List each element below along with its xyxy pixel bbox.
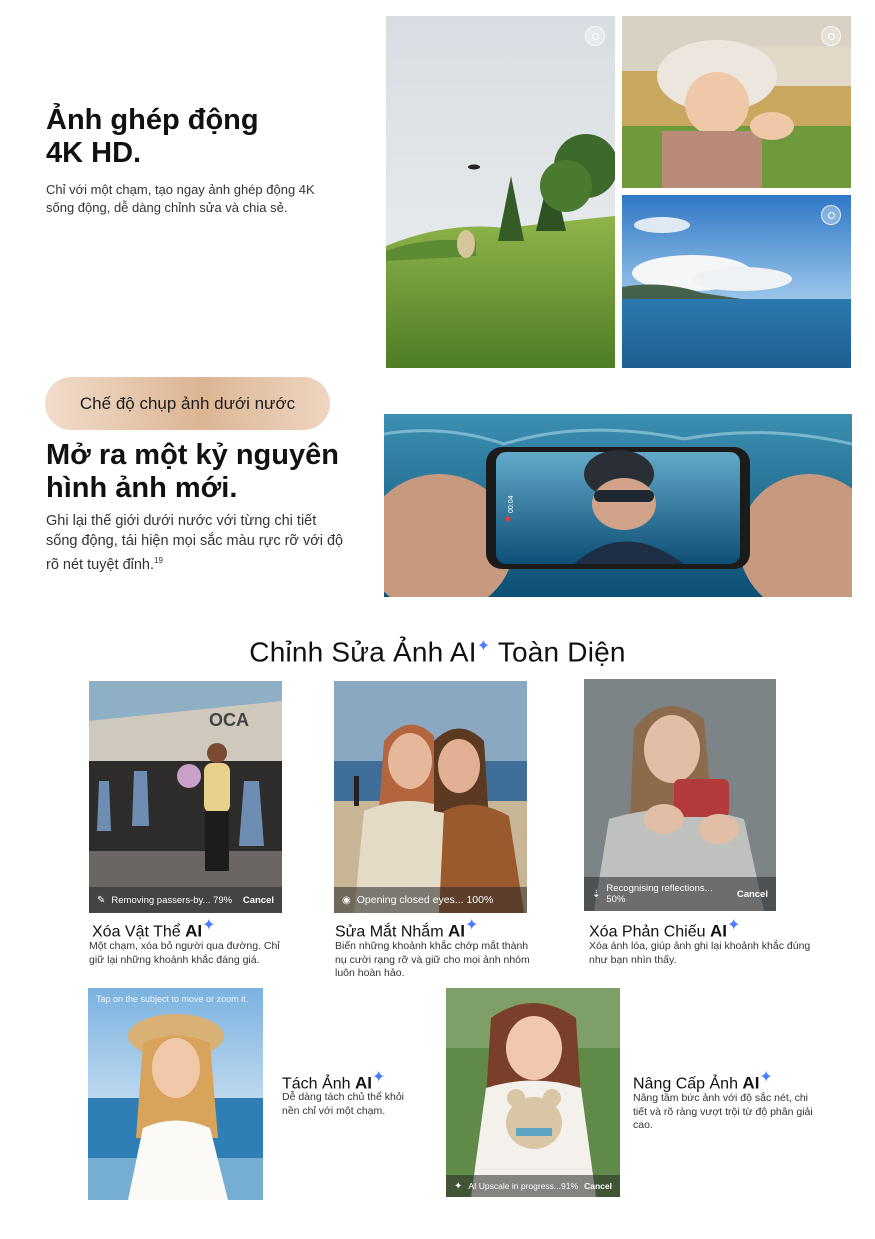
scan-icon: ⇣ [592, 888, 601, 900]
feature-title-reflection: Xóa Phản Chiếu AI✦ [589, 917, 741, 941]
live-photo-description: Chỉ với một chạm, tạo ngay ảnh ghép động 4K sống động, dễ dàng chỉnh sửa và chia sẻ. [46, 182, 315, 215]
live-photo-icon[interactable] [585, 26, 605, 46]
live-photo-icon[interactable] [821, 205, 841, 225]
underwater-phone-photo [384, 414, 852, 597]
ai-sparkle-icon: ✦ [464, 917, 479, 934]
baby-hat-photo [622, 16, 851, 188]
ai-section-title: Chỉnh Sửa Ảnh AI✦ Toàn Diện [249, 636, 626, 668]
underwater-mode-pill: Chế độ chụp ảnh dưới nước [45, 377, 330, 430]
progress-overlay [584, 877, 776, 911]
progress-text: AI Upscale in progress...91% [468, 1181, 578, 1191]
progress-text: Opening closed eyes... 100% [356, 894, 494, 906]
closed-eyes-photo [334, 681, 527, 913]
subject-cutout-photo [88, 988, 263, 1200]
feature-desc-reflection: Xóa ánh lóa, giúp ảnh ghi lại khoảnh khắc đúng như bạn nhìn thấy. [589, 940, 811, 966]
progress-text: Removing passers-by... 79% [111, 894, 233, 906]
eye-icon: ◉ [342, 894, 351, 906]
recording-timer: 00:04 [508, 495, 515, 513]
progress-overlay [446, 1175, 620, 1197]
ai-sparkle-icon: ✦ [371, 1069, 386, 1086]
cancel-button[interactable]: Cancel [736, 888, 768, 900]
reflection-removal-photo [584, 679, 776, 911]
feature-title-upscale: Nâng Cấp Ảnh AI✦ [633, 1069, 773, 1093]
cancel-button[interactable]: Cancel [584, 1181, 612, 1191]
feature-title-object-eraser: Xóa Vật Thể AI✦ [92, 917, 216, 941]
feature-desc-object-eraser: Một chạm, xóa bỏ người qua đường. Chỉ giữ lại những khoảnh khắc đáng giá. [89, 940, 280, 966]
underwater-title: Mở ra một kỷ nguyên hình ảnh mới. [46, 439, 339, 504]
progress-overlay [334, 887, 527, 913]
live-photo-title: Ảnh ghép động 4K HD. [46, 104, 259, 169]
feature-desc-closed-eyes: Biến những khoảnh khắc chớp mắt thành nụ cười rạng rỡ và giữ cho mọi ảnh nhóm luôn hoàn hảo. [335, 940, 530, 979]
eraser-icon: ✎ [97, 894, 106, 906]
ai-sparkle-icon: ✦ [759, 1069, 773, 1086]
feature-desc-cutout: Dễ dàng tách chủ thể khỏi nền chỉ với một chạm. [282, 1091, 405, 1117]
feature-title-cutout: Tách Ảnh AI✦ [282, 1069, 386, 1093]
feature-desc-upscale: Nâng tầm bức ảnh với độ sắc nét, chi tiết và rõ ràng vượt trội từ độ phân giải cao. [633, 1092, 813, 1131]
ai-sparkle-icon: ✦ [726, 917, 741, 934]
footnote-marker: 19 [154, 556, 163, 565]
cancel-button[interactable]: Cancel [242, 894, 274, 906]
ai-sparkle-icon: ✦ [454, 1180, 463, 1192]
meadow-dog-photo [386, 16, 615, 368]
cutout-hint: Tap on the subject to move or zoom it. [96, 994, 249, 1004]
object-eraser-photo [89, 681, 282, 913]
sea-sky-photo [622, 195, 851, 368]
ai-sparkle-icon: ✦ [476, 638, 491, 655]
progress-text: Recognising reflections... 50% [606, 883, 713, 905]
live-photo-icon[interactable] [821, 26, 841, 46]
ai-sparkle-icon: ✦ [202, 917, 216, 934]
feature-title-closed-eyes: Sửa Mắt Nhắm AI✦ [335, 917, 479, 941]
building-sign: OCA [209, 710, 249, 730]
underwater-description: Ghi lại thế giới dưới nước với từng chi tiết sống động, tái hiện mọi sắc màu rực rỡ với độ rõ nét tuyệt đỉnh.$^{19}$ [46, 513, 344, 573]
progress-overlay [89, 887, 282, 913]
upscale-photo [446, 988, 620, 1197]
